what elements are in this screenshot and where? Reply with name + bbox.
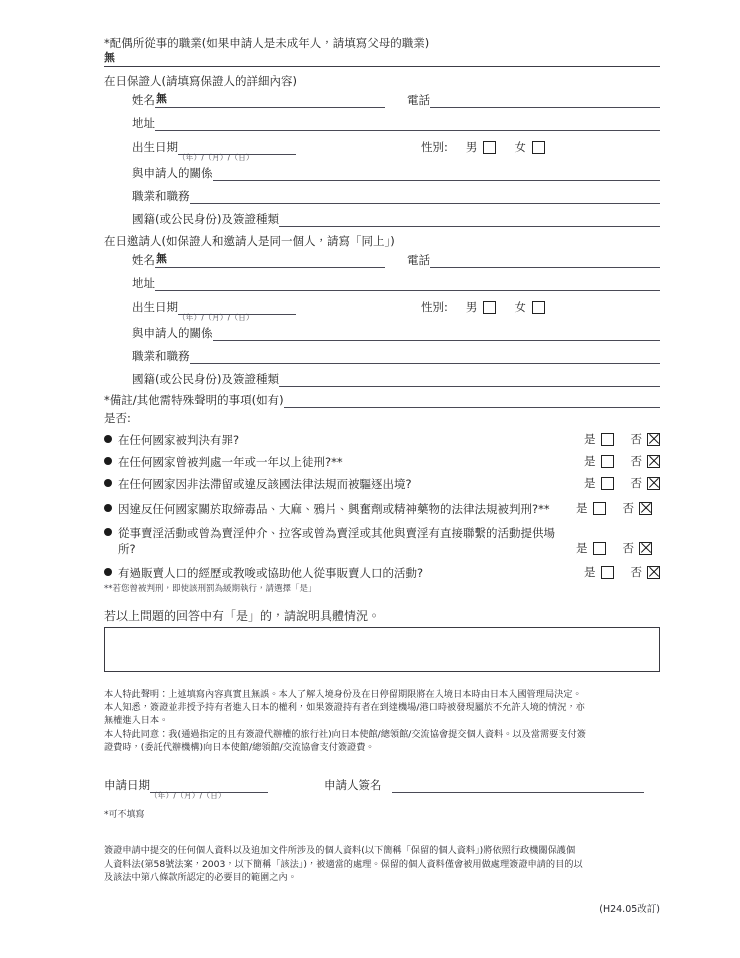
spouse-occupation-value[interactable]: 無 xyxy=(104,51,115,64)
guarantor-address-input[interactable] xyxy=(155,117,660,131)
guarantor-relationship-row xyxy=(132,166,660,181)
privacy-line-1: 簽證申請中提交的任何個人資料以及追加文件所涉及的個人資料(以下簡稱「保留的個人資料」)將依照行政機關保護個 xyxy=(104,845,576,857)
bullet-icon xyxy=(104,435,112,443)
privacy-notice-block xyxy=(104,844,660,885)
question-text xyxy=(104,525,576,557)
question-label: 有過販賣人口的經歷或教唆或協助他人從事販賣人口的活動? xyxy=(118,566,424,580)
declaration-line-2: 本人知悉，簽證並非授予持有者進入日本的權利，如果簽證持有者在到達機場/港口時被發現屬於不允許入境的情況，亦 xyxy=(104,702,585,714)
question-answer-group xyxy=(576,540,652,557)
guarantor-gender-female-checkbox[interactable] xyxy=(532,141,545,154)
declaration-block xyxy=(104,688,660,754)
remarks-input[interactable] xyxy=(284,394,660,408)
inviter-gender-male-checkbox[interactable] xyxy=(483,301,496,314)
explain-label: 若以上問題的回答中有「是」的，請說明具體情況。 xyxy=(104,609,381,623)
bullet-icon xyxy=(104,568,112,576)
guarantor-dob-input[interactable] xyxy=(178,141,296,162)
no-label: 否 xyxy=(630,454,642,468)
no-checkbox[interactable] xyxy=(647,566,660,579)
guarantor-name-value: 無 xyxy=(156,92,167,105)
yes-checkbox[interactable] xyxy=(593,542,606,555)
yes-label: 是 xyxy=(584,565,596,579)
inviter-name-label: 姓名 xyxy=(132,253,155,267)
inviter-gender-female-checkbox[interactable] xyxy=(532,301,545,314)
privacy-line-2: 人資料法(第58號法案，2003，以下簡稱「該法」)，被適當的處理。保留的個人資料僅會被用做處理簽證申請的目的以 xyxy=(104,858,583,870)
question-answer-group xyxy=(584,453,660,470)
inviter-address-input[interactable] xyxy=(155,277,660,291)
yes-label: 是 xyxy=(584,432,596,446)
no-label: 否 xyxy=(630,565,642,579)
inviter-nationality-input[interactable] xyxy=(279,373,660,387)
question-row xyxy=(104,525,660,557)
guarantor-gender-label: 性別: xyxy=(421,140,448,154)
question-row xyxy=(104,431,660,448)
guarantor-phone-input[interactable] xyxy=(430,94,660,108)
declaration-line-5: 證費時，(委託代辦機構)向日本使館/總領館/交流協會支付簽證費。 xyxy=(104,741,375,753)
yes-label: 是 xyxy=(576,501,588,515)
question-text xyxy=(104,432,584,448)
question-answer-group xyxy=(576,500,652,517)
guarantor-address-label: 地址 xyxy=(132,116,155,130)
yes-checkbox[interactable] xyxy=(601,455,614,468)
inviter-section-title: 在日邀請人(如保證人和邀請人是同一個人，請寫「同上」) xyxy=(104,234,395,248)
inviter-dob-label: 出生日期 xyxy=(132,300,178,314)
guarantor-dob-row xyxy=(132,139,660,162)
inviter-dob-row xyxy=(132,299,660,322)
no-checkbox[interactable] xyxy=(639,502,652,515)
signature-row xyxy=(104,778,660,801)
no-checkbox[interactable] xyxy=(647,455,660,468)
application-date-caption: （年）/（月）/（日） xyxy=(150,791,226,801)
no-label: 否 xyxy=(622,541,634,555)
inviter-relationship-row xyxy=(132,326,660,341)
question-label: 在任何國家被判決有罪? xyxy=(118,433,240,447)
guarantor-nationality-row xyxy=(132,212,660,227)
yes-checkbox[interactable] xyxy=(601,433,614,446)
bullet-icon xyxy=(104,479,112,487)
spouse-occupation-label: *配偶所從事的職業(如果申請人是未成年人，請填寫父母的職業) xyxy=(104,36,430,50)
no-label: 否 xyxy=(622,501,634,515)
guarantor-occupation-label: 職業和職務 xyxy=(132,189,190,203)
declaration-line-1: 本人特此聲明：上述填寫內容真實且無誤。本人了解入境身份及在日停留期限將在入境日本時由日本入國管理局決定。 xyxy=(104,689,582,700)
privacy-line-3: 及該法中第八條款所認定的必要目的範圍之內。 xyxy=(104,872,297,884)
guarantor-name-row xyxy=(132,93,660,108)
yes-label: 是 xyxy=(584,476,596,490)
applicant-signature-group xyxy=(324,778,660,793)
yes-checkbox[interactable] xyxy=(601,477,614,490)
revision-marker: (H24.05改訂) xyxy=(599,903,660,915)
question-text xyxy=(104,565,584,581)
bullet-icon xyxy=(104,457,112,465)
question-text xyxy=(104,501,576,517)
inviter-nationality-label: 國籍(或公民身份)及簽證種類 xyxy=(132,372,279,386)
inviter-phone-label: 電話 xyxy=(407,253,430,267)
guarantor-nationality-input[interactable] xyxy=(279,213,660,227)
inviter-gender-female-label: 女 xyxy=(514,300,526,314)
declaration-line-3: 無權進入日本。 xyxy=(104,715,169,727)
question-label: 從事賣淫活動或曾為賣淫仲介、拉客或曾為賣淫或其他與賣淫有直接聯繫的活動提供場所? xyxy=(118,526,555,556)
guarantor-section-title: 在日保證人(請填寫保證人的詳細內容) xyxy=(104,74,297,88)
guarantor-dob-label: 出生日期 xyxy=(132,140,178,154)
inviter-address-label: 地址 xyxy=(132,276,155,290)
inviter-dob-caption: （年）/（月）/（日） xyxy=(178,313,254,322)
inviter-occupation-row xyxy=(132,349,660,364)
inviter-address-row xyxy=(132,276,660,291)
questions-intro: 是否: xyxy=(104,411,131,425)
guarantor-name-input[interactable] xyxy=(155,94,385,108)
guarantor-gender-male-checkbox[interactable] xyxy=(483,141,496,154)
inviter-gender-label: 性別: xyxy=(421,300,448,314)
no-checkbox[interactable] xyxy=(647,433,660,446)
question-row xyxy=(104,453,660,470)
inviter-nationality-row xyxy=(132,372,660,387)
question-label: 在任何國家曾被判處一年或一年以上徒刑?** xyxy=(118,455,343,469)
inviter-gender-male-label: 男 xyxy=(465,300,478,314)
inviter-name-input[interactable] xyxy=(155,254,385,268)
question-text xyxy=(104,454,584,470)
guarantor-relationship-input[interactable] xyxy=(213,167,661,181)
guarantor-dob-caption: （年）/（月）/（日） xyxy=(178,153,254,162)
inviter-gender-group xyxy=(421,299,545,315)
yes-checkbox[interactable] xyxy=(601,566,614,579)
guarantor-occupation-input[interactable] xyxy=(190,190,661,204)
inviter-name-row xyxy=(132,253,660,268)
no-checkbox[interactable] xyxy=(647,477,660,490)
guarantor-address-row xyxy=(132,116,660,131)
yes-label: 是 xyxy=(576,541,588,555)
question-answer-group xyxy=(584,564,660,581)
question-row xyxy=(104,475,660,492)
question-row xyxy=(104,564,660,581)
guarantor-relationship-label: 與申請人的關係 xyxy=(132,166,213,180)
question-answer-group xyxy=(584,431,660,448)
inviter-relationship-input[interactable] xyxy=(213,327,661,341)
no-checkbox[interactable] xyxy=(639,542,652,555)
application-date-input[interactable] xyxy=(150,779,268,801)
questions-footnote: **若您曾被判刑，即使該刑罰為緩期執行，請選擇「是」 xyxy=(104,584,317,594)
inviter-dob-input[interactable] xyxy=(178,301,296,322)
explain-textarea[interactable] xyxy=(104,627,660,672)
applicant-signature-label: 申請人簽名 xyxy=(324,778,382,793)
bullet-icon xyxy=(104,504,112,512)
inviter-name-value: 無 xyxy=(156,252,167,265)
guarantor-name-label: 姓名 xyxy=(132,93,155,107)
optional-note: *可不填寫 xyxy=(104,810,145,821)
question-label: 因違反任何國家關於取締毒品、大麻、鴉片、興奮劑或精神藥物的法律法規被判刑?** xyxy=(118,502,550,516)
application-date-label: 申請日期 xyxy=(104,778,150,793)
guarantor-phone-label: 電話 xyxy=(407,93,430,107)
remarks-row xyxy=(104,393,660,408)
yes-label: 是 xyxy=(584,454,596,468)
form-sheet xyxy=(104,36,660,915)
no-label: 否 xyxy=(630,432,642,446)
yes-checkbox[interactable] xyxy=(593,502,606,515)
bullet-icon xyxy=(104,528,112,536)
no-label: 否 xyxy=(630,476,642,490)
question-text xyxy=(104,476,584,492)
question-answer-group xyxy=(584,475,660,492)
guarantor-gender-male-label: 男 xyxy=(465,140,478,154)
guarantor-occupation-row xyxy=(132,189,660,204)
guarantor-gender-group xyxy=(421,139,545,155)
inviter-phone-input[interactable] xyxy=(430,254,660,268)
question-row xyxy=(104,500,660,517)
declaration-line-4: 本人特此同意：我(通過指定的且有簽證代辦權的旅行社)向日本使館/總領館/交流協會提交個人資料。以及當需要支付簽 xyxy=(104,728,586,740)
remarks-label: *備註/其他需特殊聲明的事項(如有) xyxy=(104,393,284,407)
guarantor-gender-female-label: 女 xyxy=(514,140,526,154)
applicant-signature-input[interactable] xyxy=(392,779,644,793)
inviter-occupation-label: 職業和職務 xyxy=(132,349,190,363)
question-label: 在任何國家因非法滯留或違反該國法律法規而被驅逐出境? xyxy=(118,477,412,491)
application-date-group xyxy=(104,778,268,801)
inviter-occupation-input[interactable] xyxy=(190,350,661,364)
guarantor-nationality-label: 國籍(或公民身份)及簽證種類 xyxy=(132,212,279,226)
inviter-relationship-label: 與申請人的關係 xyxy=(132,326,213,340)
